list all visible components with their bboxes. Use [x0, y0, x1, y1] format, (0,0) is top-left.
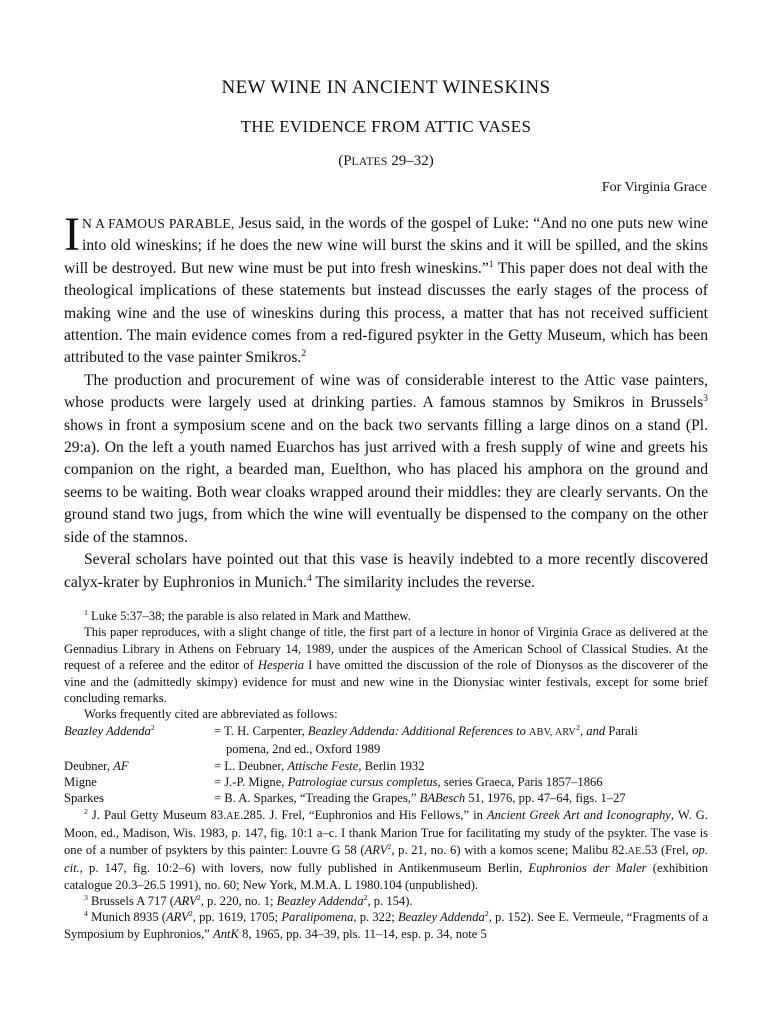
footnote-ref-2: 2: [301, 348, 307, 360]
footnote-ref-1: 1: [488, 258, 494, 270]
drop-cap: I: [64, 208, 80, 261]
abbreviation-row: Deubner, AF = L. Deubner, Attische Feste, Berlin 1932: [64, 758, 425, 773]
footnote-2: $^2$ J. Paul Getty Museum 83.AE.285. J. Frel, “Euphronios and His Fellows,” in Ancient Greek Art and Iconography, W. G. Moon, ed., Madison, Wis. 1983, p. 147, fig. 10:1 a–c. I thank Marion True for facilitating my study of the psykter. The vase is one of a number of psykters by this painter: Louvre G 58 (ARV$^2$, p. 21, no. 6) with a komos scene; Malibu 82.AE.53 (Frel, op. cit., p. 147, fig. 10:2–6) with lovers, now fully published in Antikenmuseum Berlin, Euphronios der Maler (exhibition catalogue 20.3–26.5 1991), no. 60; New York, M.M.A. L 1980.104 (unpublished).: [64, 806, 709, 892]
footnote-ref-4: 4: [306, 572, 312, 584]
dedication: For Virginia Grace: [601, 180, 707, 195]
article-title: NEW WINE IN ANCIENT WINESKINS: [221, 77, 551, 98]
abbreviation-table: [64, 723, 708, 807]
footnotes: [64, 608, 708, 942]
footnote-1-paragraph-3: Works frequently cited are abbreviated as follows:: [84, 707, 338, 722]
body-text: [64, 208, 708, 594]
paragraph-3: Several scholars have pointed out that this vase is heavily indebted to a more recently discovered calyx-krater by Euphronios in Munich.$^4$ The similarity includes the reverse.: [64, 551, 708, 591]
abbreviation-row: Beazley Addenda$^2$ = T. H. Carpenter, Beazley Addenda: Additional References to ABV, ARV$^2$, and Parali pomena, 2nd ed., Oxford 1989: [64, 722, 638, 757]
footnote-1-paragraph-2: This paper reproduces, with a slight change of title, the first part of a lecture in honor of Virginia Grace as delivered at the Gennadius Library in Athens on February 14, 1989, under the auspices of the American School of Classical Studies. At the request of a referee and the editor of Hesperia I have omitted the discussion of the role of Dionysos as the discoverer of the vine and the (admittedly skimpy) evidence for must and new wine in the Dionysiac winter festivals, except for some brief concluding remarks.: [64, 625, 708, 706]
paragraph-2: The production and procurement of wine was of considerable interest to the Attic vase painters, whose products were largely used at drinking parties. A famous stamnos by Smikros in Brussels$^3$ shows in front a symposium scene and on the back two servants filling a large dinos on a stand (Pl. 29:a). On the left a youth named Euarchos has just arrived with a fresh supply of wine and greets his companion on the right, a bearded man, Euelthon, who has placed his amphora on the ground and seems to be waiting. Both wear cloaks wrapped around their middles: they are clearly servants. On the ground stand two jugs, from which the wine will eventually be dispensed to the company on the other side of the stamnos.: [64, 371, 708, 546]
plates-reference: (PLATES 29–32): [338, 153, 434, 169]
footnote-4: $^4$ Munich 8935 (ARV$^2$, pp. 1619, 1705; Paralipomena, p. 322; Beazley Addenda$^2$, p. 152). See E. Vermeule, “Fragments of a Symposium by Euphronios,” AntK 8, 1965, pp. 34–39, pls. 11–14, esp. p. 34, note 5: [64, 909, 708, 941]
abbreviation-row: Migne = J.-P. Migne, Patrologiae cursus completus, series Graeca, Paris 1857–1866: [64, 775, 603, 790]
abbreviation-row: Sparkes = B. A. Sparkes, “Treading the Grapes,” BABesch 51, 1976, pp. 47–64, figs. 1–27: [64, 791, 626, 806]
article-subtitle: THE EVIDENCE FROM ATTIC VASES: [240, 117, 532, 136]
footnote-1: $^1$ Luke 5:37–38; the parable is also related in Mark and Matthew.: [84, 607, 411, 623]
footnote-ref-3: 3: [703, 393, 708, 405]
paragraph-1: I N A FAMOUS PARABLE, Jesus said, in the words of the gospel of Luke: “And no one puts new wine into old wineskins; if he does the new wine will burst the skins and it will be spilled, and the skins will be destroyed. But new wine must be put into fresh wineskins.”$^1$ This paper does not deal with the theological implications of these statements but instead discusses the early stages of the process of making wine and the use of wineskins during this process, a matter that has not received sufficient attention. The main evidence comes from a red-figured psykter in the Getty Museum, which has been attributed to the vase painter Smikros.$^2$: [64, 208, 708, 367]
footnote-3: $^3$ Brussels A 717 (ARV$^2$, p. 220, no. 1; Beazley Addenda$^2$, p. 154).: [84, 892, 413, 908]
